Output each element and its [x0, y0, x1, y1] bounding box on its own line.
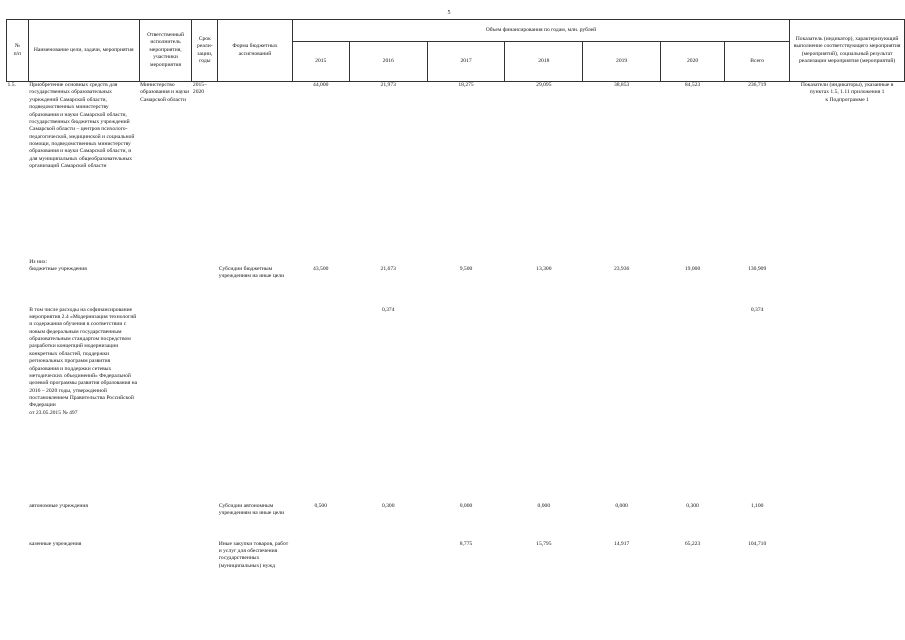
row-total: 130,909 [748, 265, 767, 272]
row-code: 1.5. [7, 82, 16, 88]
header-year: 2019 [583, 42, 661, 82]
row-indicator [790, 541, 905, 601]
row-name: В том числе расходы на софинансирование мероприятия 2.4 «Модернизация технологий и содержания обучения в соответствии с новым федеральным государственным образовательным стандартом посредством разработки концепций модернизации конкретных областей, поддержки региональных программ развития образования и поддержки сетевых методических объединений» Федеральной целевой программы развития образования на 2016 – 2020 годы, утвержденной постановлением Правительства Российской Федерации от 23.05.2015 № 497 [29, 306, 138, 416]
row-term [192, 541, 218, 601]
row-value: 0,300 [381, 502, 395, 509]
row-value: 14,917 [613, 540, 630, 547]
row-value: 21,973 [380, 82, 396, 88]
row-code [7, 503, 29, 541]
table-row [7, 541, 905, 601]
table-row [7, 259, 905, 307]
row-total: 0,374 [750, 306, 764, 313]
row-indicator [790, 503, 905, 541]
row-value: 0,300 [686, 502, 699, 509]
row-value: 0,500 [314, 502, 328, 509]
financing-table [6, 19, 905, 601]
header-funding: Объем финансирования по годам, млн. рублей [292, 20, 790, 42]
row-executor [139, 541, 192, 601]
page-number: 5 [447, 10, 451, 16]
row-form [218, 307, 292, 503]
row-name: Приобретение основных средств для государственных образовательных учреждений Самарской области, подведомственных министерству образования и науки Самарской области, государственных бюджетных учреждений Самарской области – центров психолого-педагогической, медицинской и социальной помощи, подведомственных министерству образования и науки Самарской области, и для муниципальных общеобразовательных организаций Самарской области [29, 82, 135, 170]
row-value [349, 541, 427, 601]
header-form: Форма бюджетных ассигнований [218, 20, 292, 82]
row-term [192, 259, 218, 307]
row-code [7, 541, 29, 601]
row-value: 15,795 [536, 540, 552, 547]
row-executor: Министерство образования и науки Самарской области [140, 82, 190, 103]
table-row [7, 503, 905, 541]
row-name: Из них: бюджетные учреждения [29, 258, 87, 272]
row-value: 21,673 [380, 265, 396, 272]
row-value: 9,500 [459, 265, 473, 272]
row-value: 38,853 [613, 82, 630, 88]
row-value [583, 307, 661, 503]
row-executor [139, 307, 192, 503]
row-value: 23,936 [613, 265, 630, 272]
row-value: 0,374 [381, 306, 395, 313]
row-term: 2015– 2020 [192, 82, 207, 96]
row-term [192, 307, 218, 503]
row-value: 18,275 [458, 82, 474, 88]
row-form: Субсидии автономным учреждениям на иные цели [218, 502, 285, 516]
header-year: 2020 [661, 42, 725, 82]
row-form: Иные закупки товаров, работ и услуг для обеспечения государственных (муниципальных) нужд [218, 540, 289, 569]
header-num: № п/п [7, 20, 29, 82]
row-value [292, 307, 349, 503]
table-row [7, 307, 905, 503]
row-total: 1,100 [750, 502, 764, 509]
row-executor [139, 259, 192, 307]
header-executor: Ответственный исполнитель мероприятия, участники мероприятия [139, 20, 192, 82]
row-name: казенные учреждения [29, 540, 82, 547]
row-form: Субсидии бюджетным учреждениям на иные цели [218, 265, 285, 279]
row-indicator: Показатели (индикаторы), указанные в пунктах 1.5, 1.11 приложения 1 к Подпрограмме 1 [800, 82, 894, 103]
row-value: 84,523 [684, 82, 701, 88]
row-value [427, 307, 505, 503]
row-value [292, 541, 349, 601]
row-value: 19,000 [684, 265, 701, 272]
row-value: 65,223 [684, 540, 701, 547]
header-year: 2018 [505, 42, 583, 82]
row-indicator [790, 307, 905, 503]
row-total: 104,710 [748, 540, 767, 547]
row-value: 0,000 [459, 502, 473, 509]
row-value: 44,000 [313, 82, 329, 88]
header-term: Срок реали-зации, годы [192, 20, 218, 82]
row-executor [139, 503, 192, 541]
row-total: 236,719 [748, 82, 767, 88]
header-name: Наименование цели, задачи, мероприятия [28, 20, 139, 82]
row-term [192, 503, 218, 541]
row-name: автономные учреждения [29, 502, 88, 509]
table-row [7, 82, 905, 259]
row-value: 8,775 [459, 540, 473, 547]
header-year: 2017 [427, 42, 505, 82]
row-form [218, 82, 292, 259]
row-code [7, 259, 29, 307]
row-value: 0,000 [615, 502, 628, 509]
row-value [661, 307, 725, 503]
header-year: 2016 [349, 42, 427, 82]
header-year: 2015 [292, 42, 349, 82]
header-year-total: Всего [725, 42, 790, 82]
row-value: 0,000 [537, 502, 551, 509]
row-value: 13,300 [536, 265, 552, 272]
row-value: 29,095 [536, 82, 552, 88]
row-value: 43,500 [313, 265, 329, 272]
row-code [7, 307, 29, 503]
row-indicator [790, 259, 905, 307]
header-indicator: Показатель (индикатор), характеризующий выполнение соответствующего мероприятия (мероприятий), социальный результат реализации мероприятия (мероприятий) [790, 20, 905, 82]
row-value [505, 307, 583, 503]
